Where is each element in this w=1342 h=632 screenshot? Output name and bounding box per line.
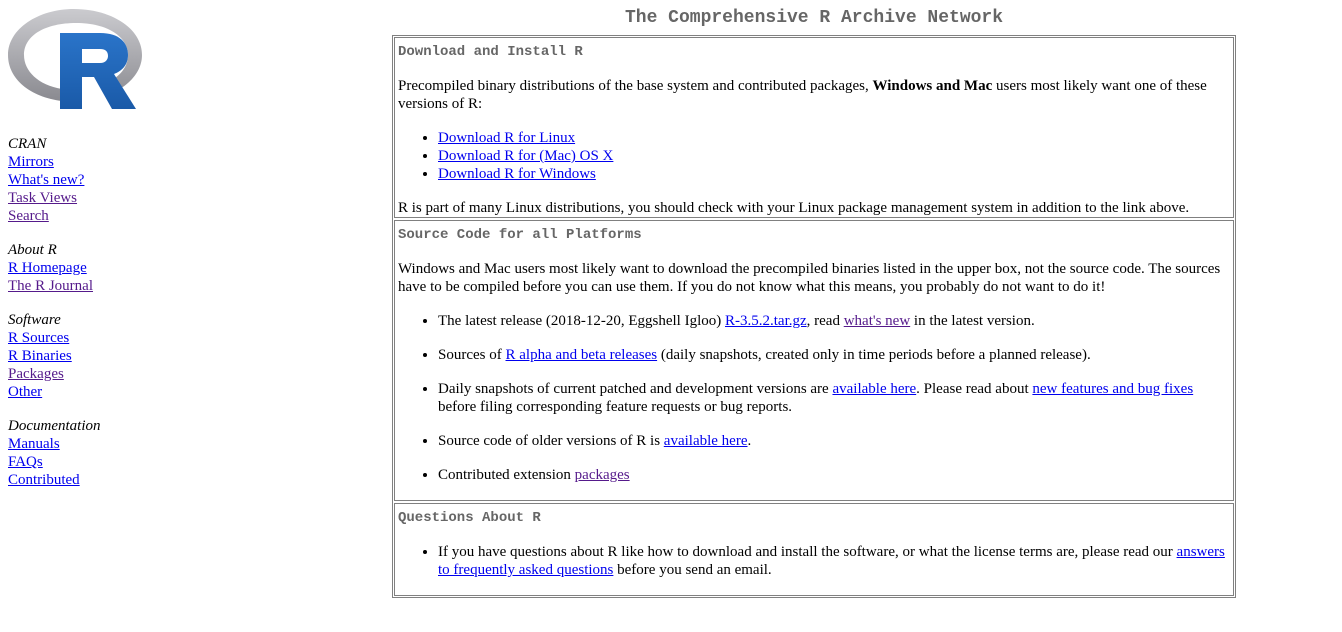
r-tarball-link[interactable]: R-3.5.2.tar.gz <box>725 313 807 329</box>
nav-link-search[interactable]: Search <box>8 208 49 224</box>
daily-snapshots-mid: . Please read about <box>916 381 1033 397</box>
sidebar <box>8 7 188 489</box>
questions-heading: Questions About R <box>398 510 541 526</box>
older-versions-link[interactable]: available here <box>663 433 748 449</box>
new-features-link[interactable]: new features and bug fixes <box>1032 381 1194 397</box>
download-intro-text: Precompiled binary distributions of the base system and contributed packages, <box>398 78 873 94</box>
nav-group-software <box>8 311 188 401</box>
r-logo <box>8 7 142 111</box>
content-frame <box>392 35 1236 598</box>
nav-group-cran <box>8 135 188 225</box>
page-title: The Comprehensive R Archive Network <box>624 8 1004 28</box>
nav-link-contributed[interactable]: Contributed <box>8 472 80 488</box>
nav-heading-software: Software <box>8 312 61 328</box>
questions-end: before you send an email. <box>613 562 772 578</box>
daily-snapshots-end: before filing corresponding feature requests or bug reports. <box>438 399 793 415</box>
list-item <box>438 380 1230 416</box>
nav-link-r-homepage[interactable]: R Homepage <box>8 260 87 276</box>
download-links-list <box>398 129 1230 183</box>
alpha-beta-text: Sources of <box>438 347 506 363</box>
download-heading: Download and Install R <box>398 44 583 60</box>
contributed-packages-link[interactable]: packages <box>574 467 630 483</box>
nav-link-r-journal[interactable]: The R Journal <box>8 278 93 294</box>
latest-release-text: The latest release (2018-12-20, Eggshell Igloo) <box>438 313 725 329</box>
list-item <box>438 543 1230 579</box>
contributed-text: Contributed extension <box>438 467 575 483</box>
list-item <box>438 432 1230 450</box>
snapshots-available-link[interactable]: available here <box>832 381 917 397</box>
alpha-beta-end: (daily snapshots, created only in time periods before a planned release). <box>657 347 1091 363</box>
nav-link-r-binaries[interactable]: R Binaries <box>8 348 72 364</box>
list-item <box>438 312 1230 330</box>
list-item <box>438 147 1230 165</box>
daily-snapshots-text: Daily snapshots of current patched and development versions are <box>438 381 833 397</box>
nav-link-faqs[interactable]: FAQs <box>8 454 43 470</box>
r-logo-link[interactable] <box>8 7 188 111</box>
questions-list <box>398 543 1230 579</box>
nav-link-whats-new[interactable]: What's new? <box>8 172 85 188</box>
list-item <box>438 346 1230 364</box>
faq-answers-link[interactable]: answers to frequently asked questions <box>438 544 1225 578</box>
whats-new-link[interactable]: what's new <box>843 313 911 329</box>
latest-release-mid: , read <box>806 313 844 329</box>
download-intro <box>398 77 1230 113</box>
nav-group-documentation <box>8 417 188 489</box>
older-versions-end: . <box>747 433 752 449</box>
latest-release-end: in the latest version. <box>910 313 1035 329</box>
download-mac-link[interactable]: Download R for (Mac) OS X <box>438 148 614 164</box>
download-intro-text-end: users most likely want one of these versions of R: <box>398 78 1207 112</box>
download-linux-link[interactable]: Download R for Linux <box>438 130 576 146</box>
download-windows-link[interactable]: Download R for Windows <box>438 166 596 182</box>
download-box <box>394 37 1234 218</box>
source-box <box>394 220 1234 501</box>
nav-link-mirrors[interactable]: Mirrors <box>8 154 54 170</box>
nav-group-about-r <box>8 241 188 295</box>
main-content <box>392 0 1236 598</box>
download-intro-bold: Windows and Mac <box>872 78 993 94</box>
alpha-beta-link[interactable]: R alpha and beta releases <box>505 347 658 363</box>
source-list <box>398 312 1230 484</box>
list-item <box>438 129 1230 147</box>
nav-link-manuals[interactable]: Manuals <box>8 436 60 452</box>
linux-note: R is part of many Linux distributions, you should check with your Linux package management system in addition to the link above. <box>398 200 1190 216</box>
source-intro: Windows and Mac users most likely want to download the precompiled binaries listed in the upper box, not the source code. The sources have to be compiled before you can use them. If you do not know what this means, you probably do not want to do it! <box>398 261 1221 295</box>
older-versions-text: Source code of older versions of R is <box>438 433 664 449</box>
nav-link-packages[interactable]: Packages <box>8 366 64 382</box>
list-item <box>438 165 1230 183</box>
nav-heading-cran: CRAN <box>8 136 47 152</box>
nav-link-task-views[interactable]: Task Views <box>8 190 78 206</box>
list-item <box>438 466 1230 484</box>
nav-heading-about-r: About R <box>8 242 57 258</box>
source-heading: Source Code for all Platforms <box>398 227 642 243</box>
nav-link-r-sources[interactable]: R Sources <box>8 330 70 346</box>
nav-link-other[interactable]: Other <box>8 384 43 400</box>
nav-heading-documentation: Documentation <box>8 418 101 434</box>
questions-text: If you have questions about R like how to download and install the software, or what the license terms are, please read our <box>438 544 1177 560</box>
questions-box <box>394 503 1234 596</box>
